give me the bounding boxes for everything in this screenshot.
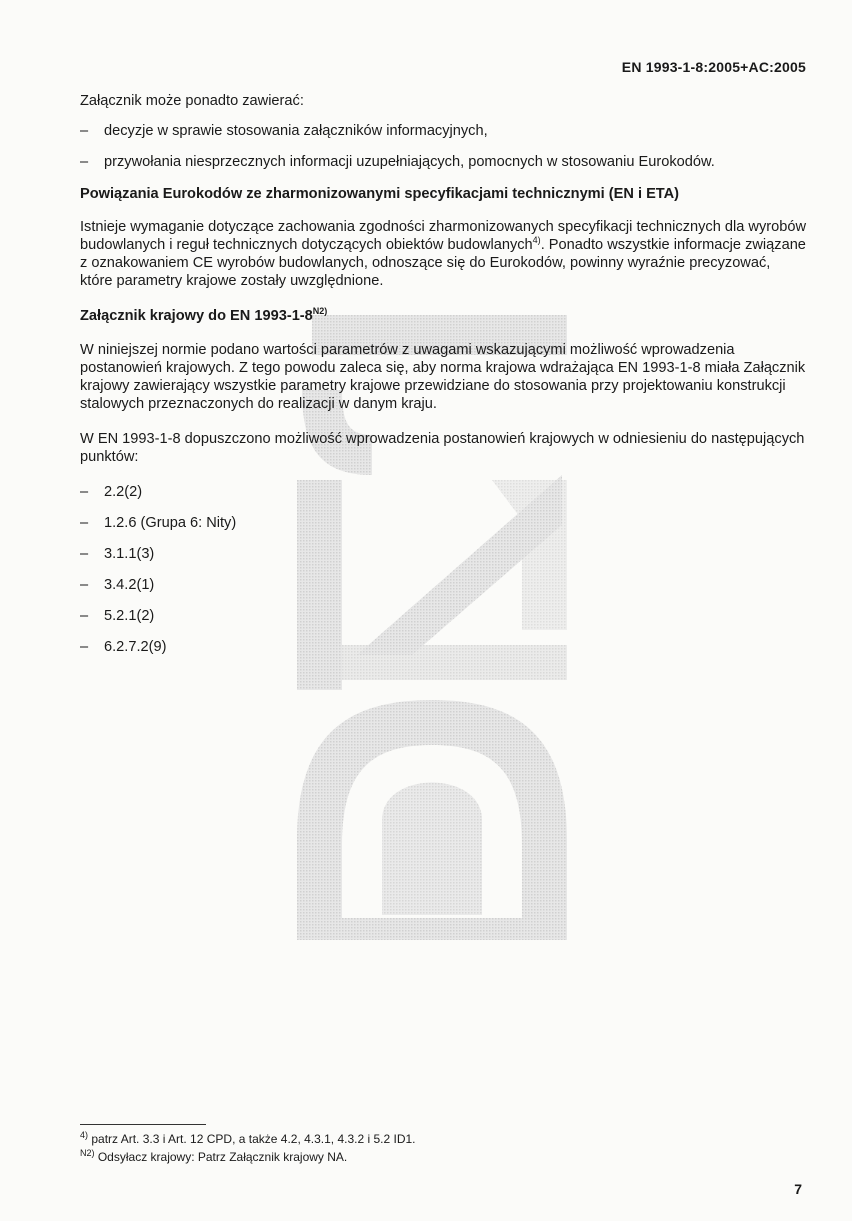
list-item: – decyzje w sprawie stosowania załączników informacyjnych,	[80, 122, 806, 140]
footnote-mark: 4)	[80, 1130, 89, 1140]
heading-text: Załącznik krajowy do EN 1993-1-8	[80, 308, 313, 324]
section-heading: Powiązania Eurokodów ze zharmonizowanymi specyfikacjami technicznymi (EN i ETA)	[80, 186, 680, 202]
list-item: – 6.2.7.2(9)	[80, 638, 806, 656]
intro-list	[80, 122, 806, 171]
footnote-divider	[80, 1124, 206, 1125]
main-content	[80, 92, 806, 669]
intro-text: Załącznik może ponadto zawierać:	[80, 93, 304, 109]
footnotes	[80, 1124, 680, 1166]
footnote	[80, 1130, 680, 1148]
document-code: EN 1993-1-8:2005+AC:2005	[621, 59, 806, 75]
footnote-ref: N2)	[312, 306, 328, 317]
section-paragraph	[80, 218, 806, 290]
footnote-text: patrz Art. 3.3 i Art. 12 CPD, a także 4.2, 4.3.1, 4.3.2 i 5.2 ID1.	[88, 1132, 416, 1146]
footnote-text: Odsyłacz krajowy: Patrz Załącznik krajowy NA.	[94, 1150, 348, 1164]
list-item: – 3.1.1(3)	[80, 545, 806, 563]
list-item: – 5.2.1(2)	[80, 607, 806, 625]
section-heading	[80, 307, 806, 325]
footnote-mark: N2)	[80, 1148, 95, 1158]
footnote	[80, 1148, 680, 1166]
list-item: – przywołania niesprzecznych informacji uzupełniających, pomocnych w stosowaniu Eurokodów.	[80, 153, 806, 171]
clause-list	[80, 483, 806, 656]
section-paragraph: W EN 1993-1-8 dopuszczono możliwość wprowadzenia postanowień krajowych w odniesieniu do następujących punktów:	[80, 431, 805, 465]
list-item: – 1.2.6 (Grupa 6: Nity)	[80, 514, 806, 532]
page-number: 7	[794, 1181, 802, 1197]
footnote-ref: 4)	[532, 235, 541, 246]
paragraph-text: Istnieje wymaganie dotyczące zachowania zgodności zharmonizowanych specyfikacji technicznych dla wyrobów budowlanych i reguł technicznych dotyczących obiektów budowlanych	[80, 219, 806, 253]
list-item: – 3.4.2(1)	[80, 576, 806, 594]
section-paragraph: W niniejszej normie podano wartości parametrów z uwagami wskazującymi możliwość wprowadzenia postanowień krajowych. Z tego powodu zaleca się, aby norma krajowa wdrażająca EN 1993-1-8 miała Załącznik krajowy zawierający wszystkie parametry krajowe przewidziane do stosowania przy projektowaniu konstrukcji stalowych przeznaczonych do realizacji w danym kraju.	[80, 342, 806, 412]
paragraph-text: . Ponadto wszystkie informacje związane z oznakowaniem CE wyrobów budowlanych, odnoszące się do Eurokodów, powinny wyraźnie precyzować, które parametry krajowe zostały uwzględnione.	[80, 237, 806, 289]
list-item: – 2.2(2)	[80, 483, 806, 501]
